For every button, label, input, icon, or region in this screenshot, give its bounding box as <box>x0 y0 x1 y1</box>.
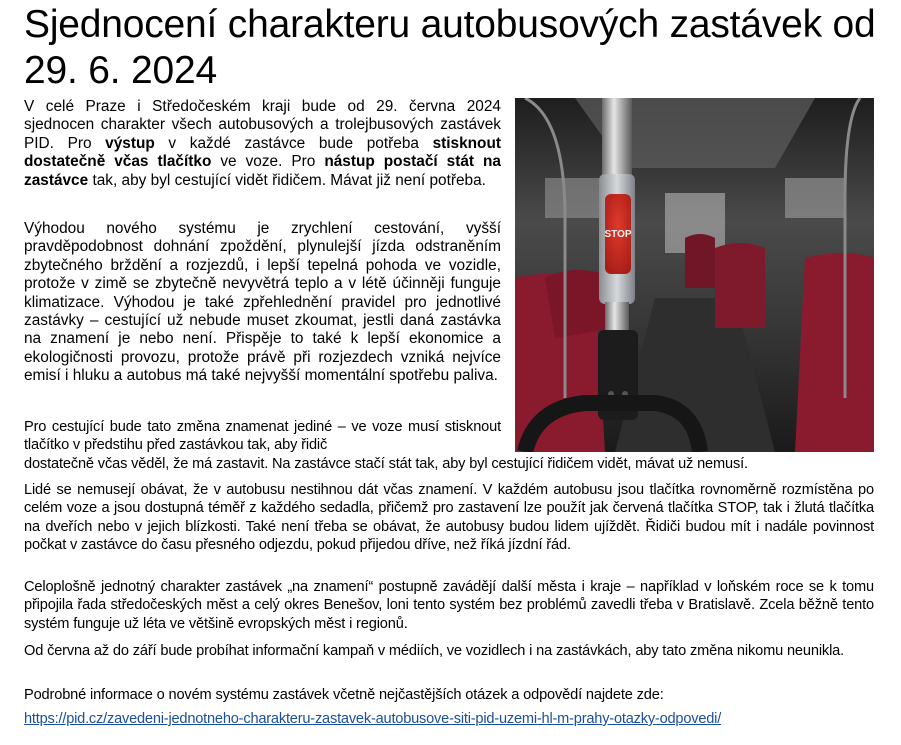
intro-bold-press-button: stisknout dostatečně včas tlačítko <box>24 134 501 171</box>
bus-stop-button-photo <box>515 98 874 452</box>
pid-faq-link[interactable]: https://pid.cz/zavedeni-jednotneho-charakteru-zastavek-autobusove-siti-pid-uzemi-hl-m-prahy-otazky-odpovedi/ <box>24 711 722 727</box>
intro-paragraph <box>24 98 501 190</box>
more-info-link-line <box>24 710 874 728</box>
seat-right-front <box>795 253 874 452</box>
seat-right-middle <box>715 243 765 328</box>
passenger-change-paragraph-cont: dostatečně včas věděl, že má zastavit. Na zastávce stačí stát tak, aby byl cestující řidičem vidět, mávat už nemusí. <box>24 456 748 472</box>
more-info-paragraph: Podrobné informace o novém systému zastávek včetně nejčastějších otázek a odpovědí najdete zde: <box>24 687 664 703</box>
pole-middle <box>605 302 629 332</box>
reassurance-paragraph: Lidé se nemusejí obávat, že v autobusu nestihnou dát včas znamení. V každém autobusu jsou tlačítka rovnoměrně rozmístěna po celém voze a jsou dostupná téměř z každého sedadla, přičemž pro zastavení lze použít jak červená tlačítka STOP, tak i žlutá tlačítka na dveřích nebo v jejich blízkosti. Také není třeba se obávat, že autobusy budou lidem ujíždět. Řidiči budou mít i nadále povinnost počkat v zastávce do času přesného odjezdu, pokud přijedou dříve, než říká jízdní řád. <box>24 482 874 554</box>
intro-text: ve voze. Pro <box>211 153 325 171</box>
campaign-paragraph: Od června až do září bude probíhat informační kampaň v médiích, ve vozidlech i na zastávkách, aby tato změna nikomu neunikla. <box>24 643 845 659</box>
intro-text: tak, aby byl cestující vidět řidičem. Mávat již není potřeba. <box>88 171 486 189</box>
pole-upper <box>602 98 632 178</box>
benefits-paragraph: Výhodou nového systému je zrychlení cestování, vyšší pravděpodobnost dohnání zpoždění, plynulejší jízda odstraněním zbytečného brždění a rozjezdů, i lepší tepelná pohoda ve vozidle, protože v zimě se zbytečně nevyvětrá teplo a v létě účinněji funguje klimatizace. Výhodou je také zpřehlednění pravidel pro jednotlivé zastávky – cestující už nebude muset zkoumat, jestli daná zastávka na znamení je nebo není. Přispěje to také k lepší ekonomice a ekologičnosti provozu, protože právě při rozjezdech vzniká nejvíce emisí i hluku a autobus má také nejvyšší momentální spotřebu paliva. <box>24 220 501 385</box>
intro-text: V celé Praze i Středočeském kraji bude od 29. června 2024 sjednocen charakter všech autobusových a trolejbusových zastávek PID. Pro <box>24 98 501 152</box>
intro-text: v každé zastávce bude potřeba <box>154 134 433 152</box>
bus-interior-illustration <box>515 98 874 452</box>
page-title: Sjednocení charakteru autobusových zastávek od 29. 6. 2024 <box>24 3 876 92</box>
seat-rear <box>685 234 715 288</box>
window-left <box>545 178 605 218</box>
other-cities-paragraph: Celoplošně jednotný charakter zastávek „na znamení“ postupně zavádějí další města i kraje – například v loňském roce se k tomu připojila řada středočeských měst a celý okres Benešov, loni tento systém bez problémů zavedli třeba v Bratislavě. Zcela běžně tento systém funguje už léta ve většině evropských měst i regionů. <box>24 579 874 632</box>
intro-bold-boarding: nástup postačí stát na zastávce <box>24 153 501 189</box>
stop-button-label: STOP <box>604 229 632 240</box>
passenger-change-paragraph: Pro cestující bude tato změna znamenat jediné – ve voze musí stisknout tlačítko v předstihu před zastávkou tak, aby řidič <box>24 419 501 454</box>
window-right <box>785 178 845 218</box>
intro-bold-exit: výstup <box>105 134 155 152</box>
